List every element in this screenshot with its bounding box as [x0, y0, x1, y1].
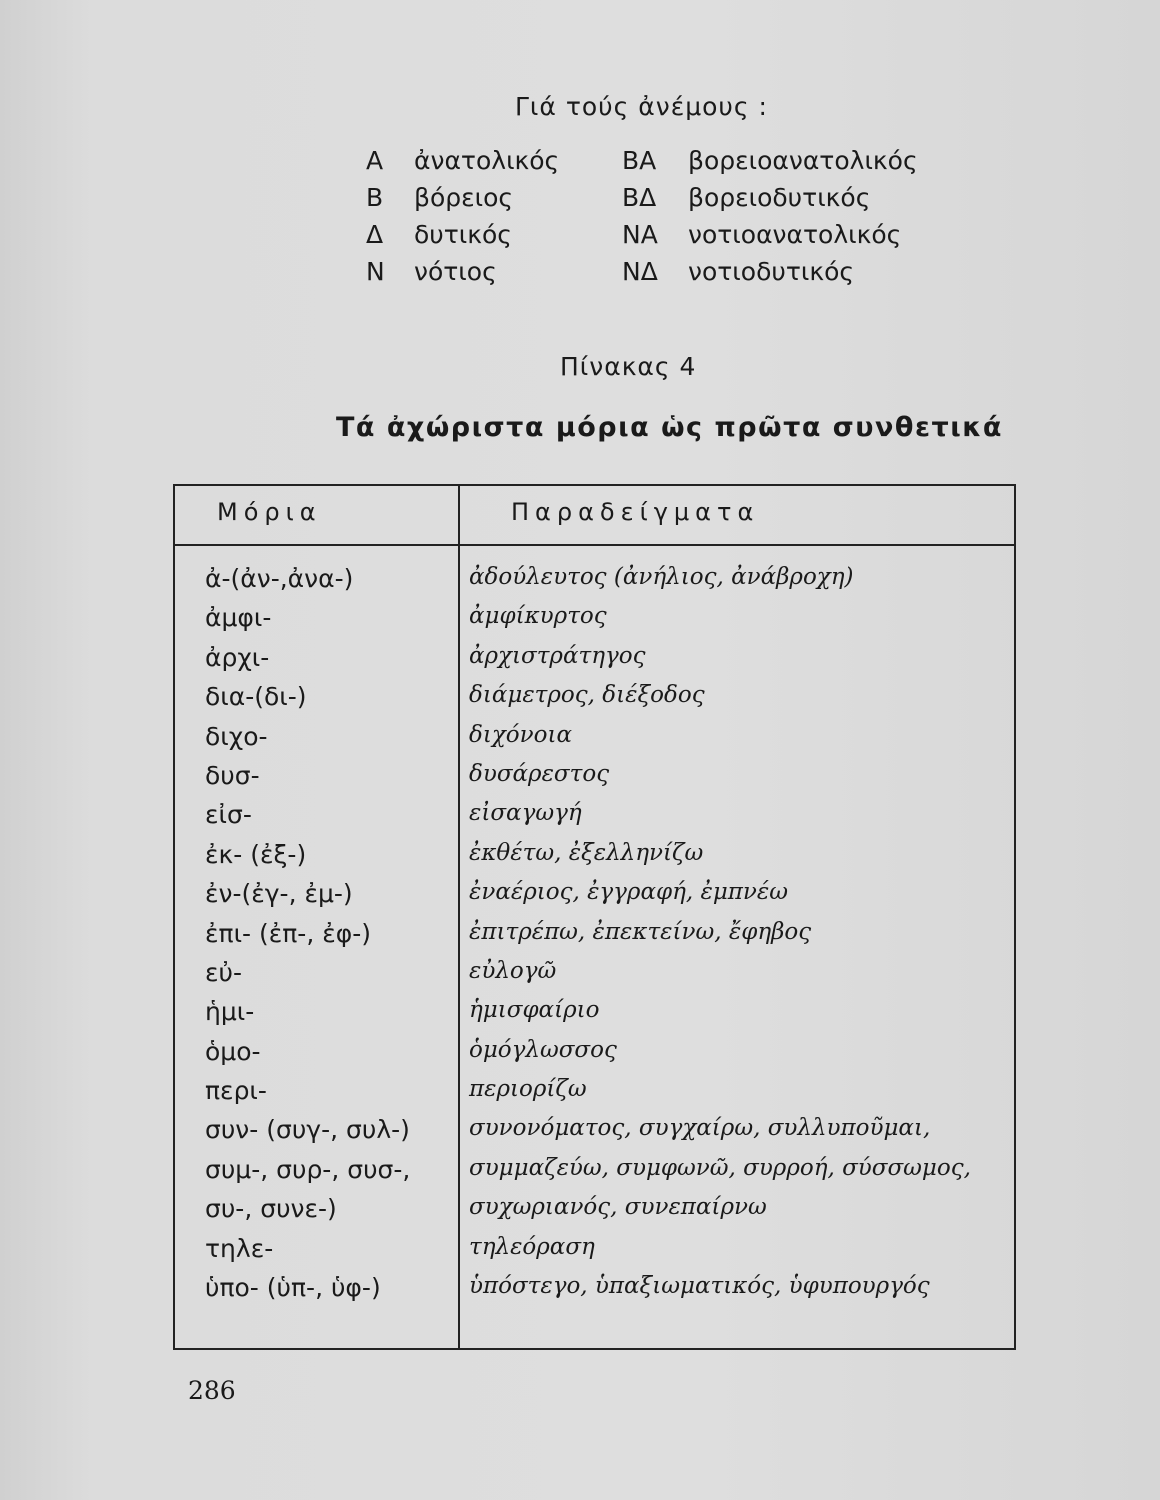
table-row	[175, 879, 1014, 918]
prefix-cell: συμ-, συρ-, συσ-,	[205, 1154, 411, 1184]
column-header-moria: Μόρια	[217, 498, 322, 526]
table-row	[175, 643, 1014, 682]
prefix-cell: συ-, συνε-)	[205, 1194, 337, 1224]
table-body	[175, 564, 1014, 1312]
wind-row	[366, 216, 926, 253]
table-row	[175, 840, 1014, 879]
prefix-cell: ἡμι-	[205, 997, 255, 1027]
table-row	[175, 1234, 1014, 1273]
example-cell: ἐκθέτω, ἐξελληνίζω	[469, 839, 704, 866]
prefix-cell: ἐπι- (ἐπ-, ἐφ-)	[205, 918, 372, 948]
winds-list	[366, 142, 926, 290]
example-cell: ἡμισφαίριο	[469, 997, 600, 1024]
prefix-cell: ὁμο-	[205, 1036, 261, 1066]
example-cell: ὁμόγλωσσος	[469, 1036, 617, 1063]
prefix-cell: δια-(δι-)	[205, 682, 307, 712]
prefix-cell: ἀμφι-	[205, 603, 272, 633]
example-cell: συνονόματος, συγχαίρω, συλλυποῦμαι,	[469, 1115, 931, 1142]
prefix-cell: διχο-	[205, 721, 268, 751]
prefix-cell: εὐ-	[205, 957, 242, 987]
table-row	[175, 919, 1014, 958]
prefix-cell: ἀ-(ἀν-,ἀνα-)	[205, 564, 354, 593]
wind-name: βορειοδυτικός	[688, 183, 871, 212]
prefix-cell: δυσ-	[205, 760, 260, 790]
prefix-cell: εἰσ-	[205, 800, 252, 830]
wind-abbr: ΝΑ	[622, 220, 658, 249]
prefix-cell: περι-	[205, 1076, 267, 1106]
page-number: 286	[188, 1376, 236, 1405]
wind-abbr: Α	[366, 146, 384, 175]
table-row	[175, 564, 1014, 603]
wind-row	[366, 179, 926, 216]
table-row	[175, 800, 1014, 839]
table-row	[175, 722, 1014, 761]
winds-heading: Γιά τούς ἀνέμους :	[515, 92, 768, 121]
wind-abbr: ΝΔ	[622, 257, 658, 286]
prefix-cell: ἀρχι-	[205, 642, 270, 672]
table-row	[175, 603, 1014, 642]
wind-name: βορειοανατολικός	[688, 146, 918, 175]
column-header-examples: Παραδείγματα	[511, 498, 760, 526]
wind-abbr: Ν	[366, 257, 385, 286]
example-cell: περιορίζω	[469, 1076, 587, 1103]
example-cell: τηλεόραση	[469, 1233, 595, 1260]
header-divider	[175, 544, 1014, 546]
table-row	[175, 1194, 1014, 1233]
prefix-table	[173, 484, 1016, 1350]
example-cell: διάμετρος, διέξοδος	[469, 682, 705, 709]
prefix-cell: ἐν-(ἐγ-, ἐμ-)	[205, 879, 353, 909]
table-row	[175, 1115, 1014, 1154]
wind-abbr: ΒΑ	[622, 146, 657, 175]
table-row	[175, 1076, 1014, 1115]
table-row	[175, 958, 1014, 997]
example-cell: εἰσαγωγή	[469, 800, 582, 827]
table-title: Τά ἀχώριστα μόρια ὡς πρῶτα συνθετικά	[336, 412, 1003, 443]
example-cell: συχωριανός, συνεπαίρνω	[469, 1194, 767, 1221]
prefix-cell: τηλε-	[205, 1233, 274, 1263]
wind-name: ἀνατολικός	[414, 146, 560, 175]
example-cell: ἀρχιστράτηγος	[469, 642, 646, 669]
wind-name: νότιος	[414, 257, 497, 286]
wind-name: δυτικός	[414, 220, 512, 249]
wind-name: βόρειος	[414, 183, 514, 212]
wind-name: νοτιοδυτικός	[688, 257, 855, 286]
table-row	[175, 1037, 1014, 1076]
example-cell: διχόνοια	[469, 721, 573, 748]
wind-row	[366, 253, 926, 290]
wind-name: νοτιοανατολικός	[688, 220, 902, 249]
table-number: Πίνακας 4	[560, 352, 697, 381]
table-row	[175, 682, 1014, 721]
example-cell: ἀμφίκυρτος	[469, 603, 607, 630]
table-row	[175, 1155, 1014, 1194]
table-row	[175, 761, 1014, 800]
example-cell: εὐλογῶ	[469, 957, 557, 984]
example-cell: δυσάρεστος	[469, 760, 610, 787]
table-row	[175, 1273, 1014, 1312]
example-cell: ἐναέριος, ἐγγραφή, ἐμπνέω	[469, 879, 788, 906]
wind-abbr: Δ	[366, 220, 384, 249]
prefix-cell: συν- (συγ-, συλ-)	[205, 1115, 410, 1145]
wind-abbr: ΒΔ	[622, 183, 657, 212]
example-cell: συμμαζεύω, συμφωνῶ, συρροή, σύσσωμος,	[469, 1154, 971, 1181]
prefix-cell: ὑπο- (ὑπ-, ὑφ-)	[205, 1273, 381, 1303]
example-cell: ὑπόστεγο, ὑπαξιωματικός, ὑφυπουργός	[469, 1273, 930, 1300]
prefix-cell: ἐκ- (ἐξ-)	[205, 839, 307, 869]
example-cell: ἀδούλευτος (ἀνήλιος, ἀνάβροχη)	[469, 564, 854, 590]
wind-abbr: Β	[366, 183, 384, 212]
table-row	[175, 997, 1014, 1036]
example-cell: ἐπιτρέπω, ἐπεκτείνω, ἔφηβος	[469, 918, 812, 945]
wind-row	[366, 142, 926, 179]
